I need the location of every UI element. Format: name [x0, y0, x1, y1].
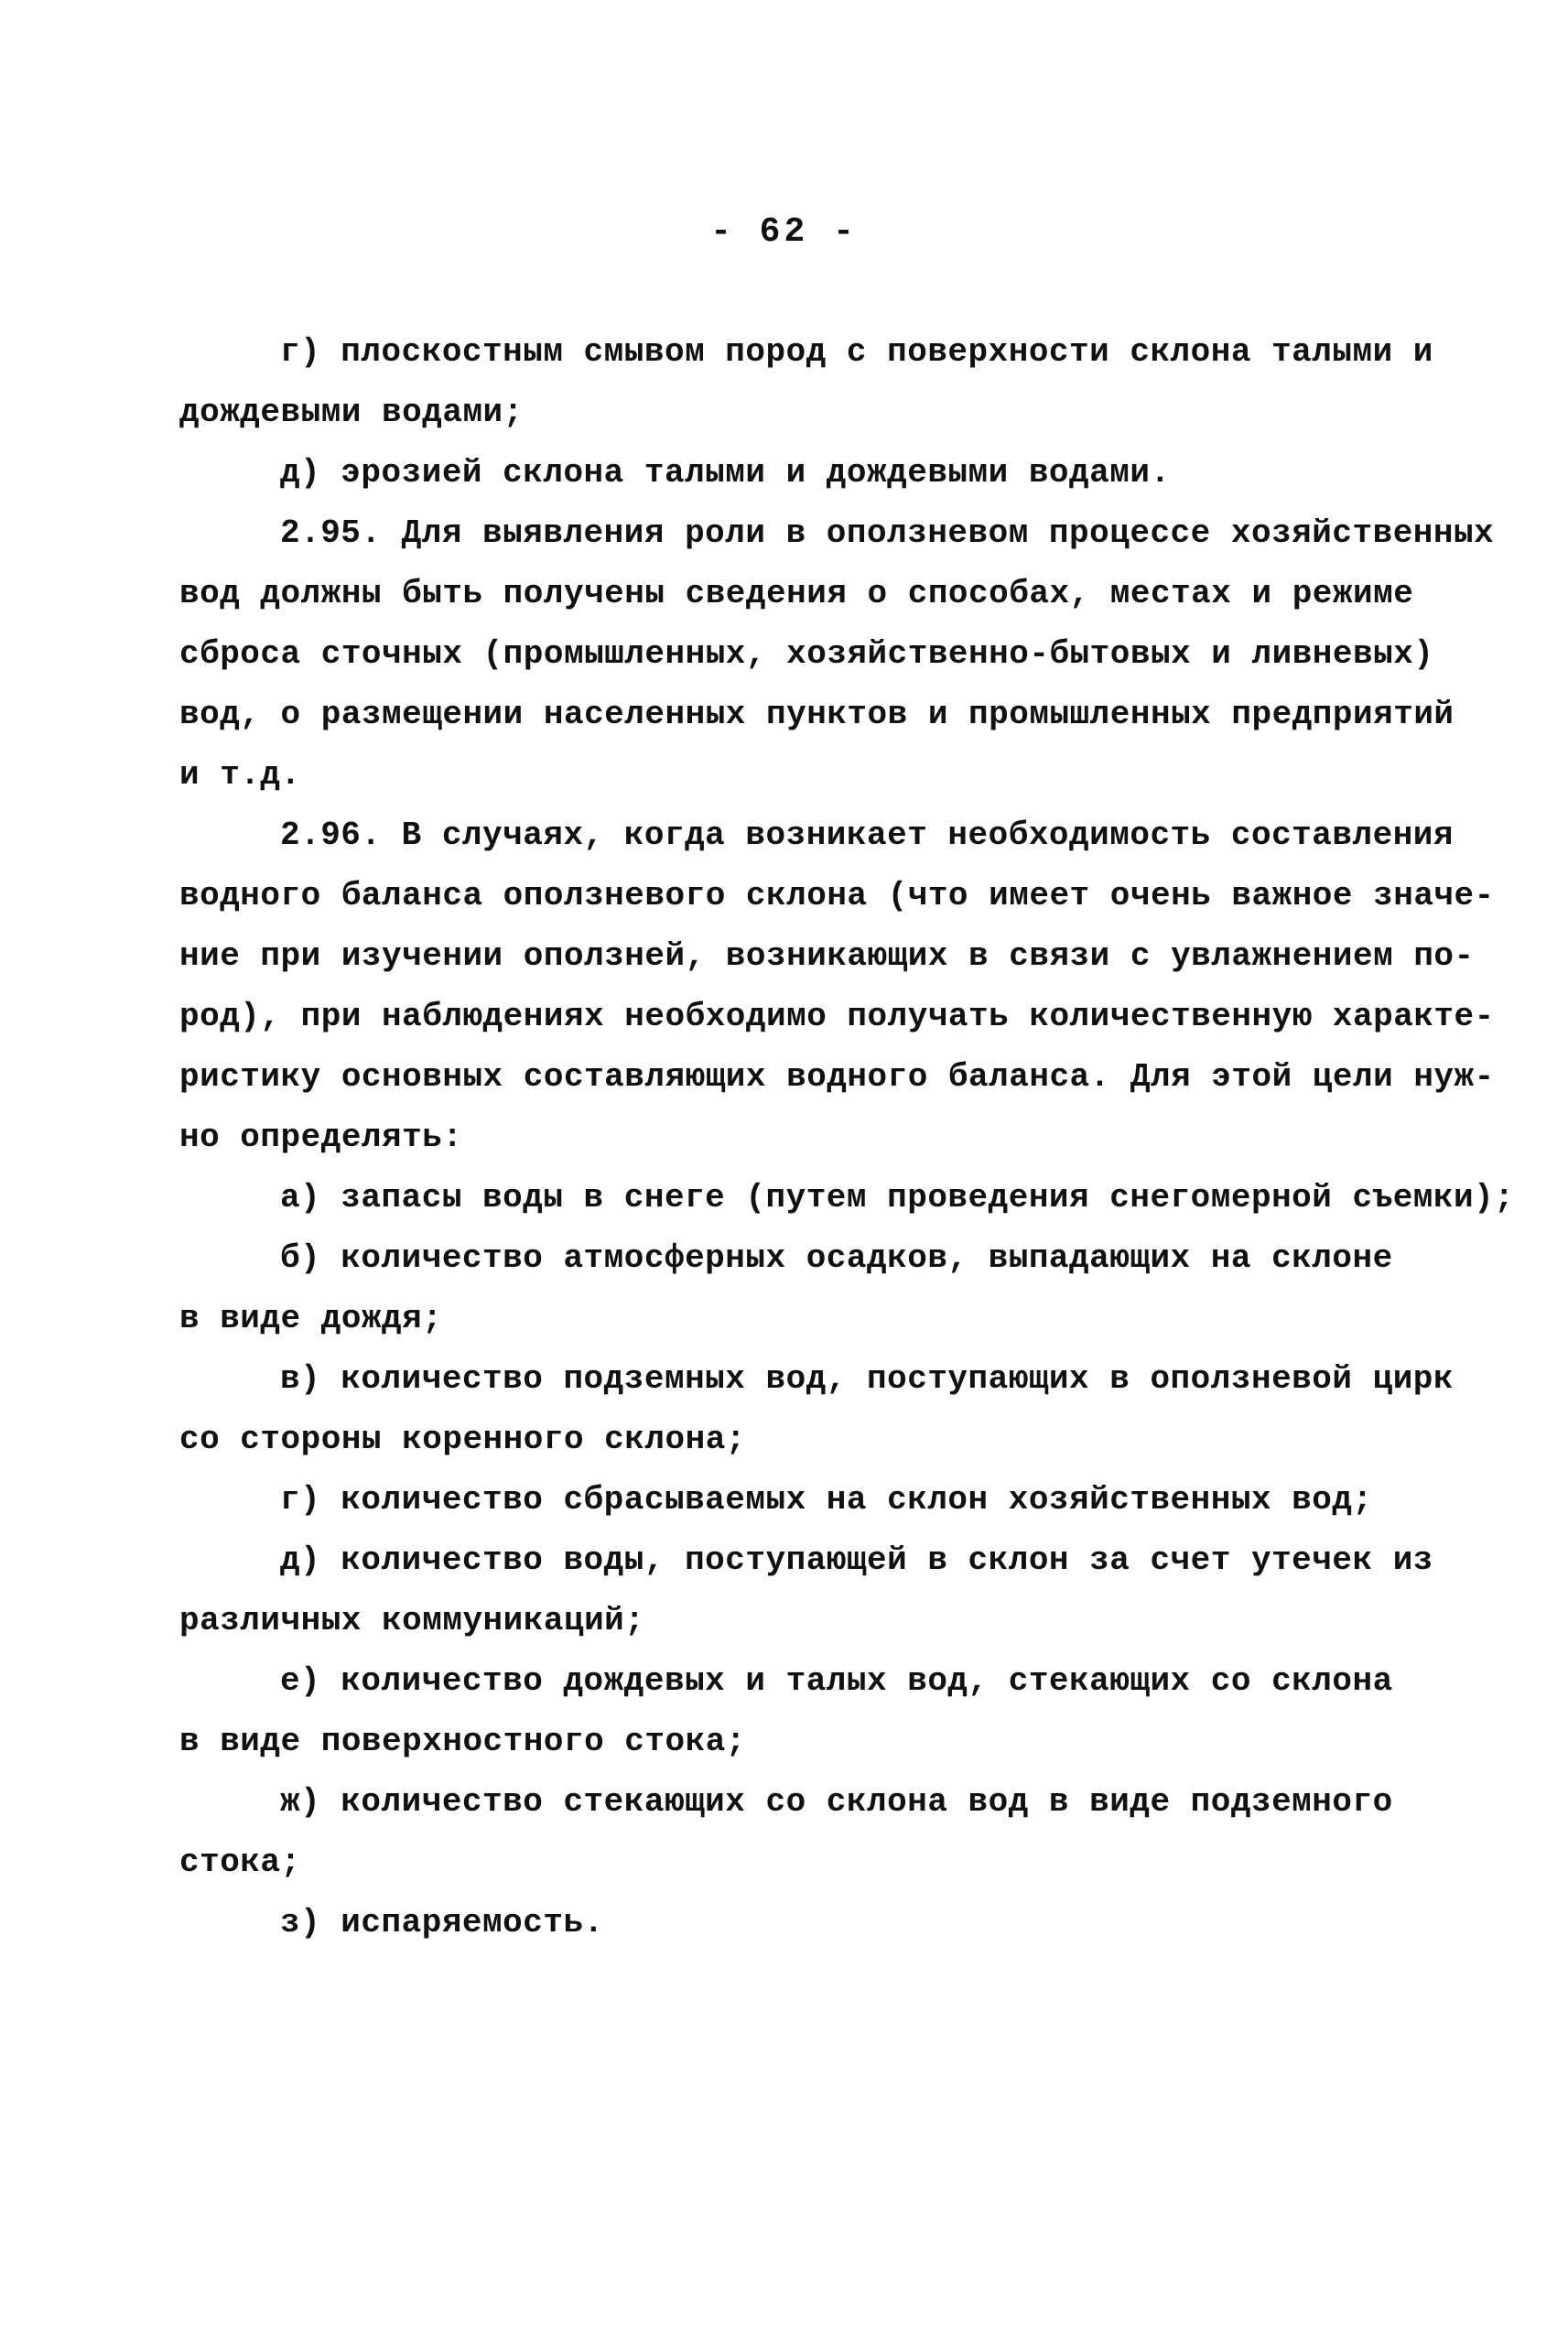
text-line: со стороны коренного склона; — [179, 1421, 746, 1458]
text-line: з) испаряемость. — [280, 1904, 604, 1941]
page-number: - 62 - — [710, 212, 858, 252]
text-line: д) эрозией склона талыми и дождевыми водами. — [280, 454, 1171, 492]
text-line: различных коммуникаций; — [179, 1602, 645, 1639]
text-line: ние при изучении оползней, возникающих в связи с увлажнением по- — [179, 937, 1475, 975]
text-line: ж) количество стекающих со склона вод в виде подземного — [280, 1783, 1393, 1821]
text-line: вод должны быть получены сведения о способах, местах и режиме — [179, 575, 1414, 612]
text-line: водного баланса оползневого склона (что имеет очень важное значе- — [179, 877, 1495, 914]
text-line: е) количество дождевых и талых вод, стекающих со склона — [280, 1662, 1393, 1700]
text-line: 2.95. Для выявления роли в оползневом процессе хозяйственных — [280, 514, 1495, 552]
text-line: ристику основных составляющих водного баланса. Для этой цели нуж- — [179, 1058, 1495, 1096]
text-line: в виде поверхностного стока; — [179, 1723, 746, 1760]
text-line: в виде дождя; — [179, 1300, 443, 1337]
text-line: стока; — [179, 1844, 301, 1881]
text-line: в) количество подземных вод, поступающих в оползневой цирк — [280, 1360, 1454, 1398]
body-text — [179, 322, 1515, 1953]
text-line: род), при наблюдениях необходимо получать количественную характе- — [179, 998, 1495, 1035]
text-line: дождевыми водами; — [179, 394, 524, 431]
text-line: а) запасы воды в снеге (путем проведения снегомерной съемки); — [280, 1179, 1515, 1217]
text-line: и т.д. — [179, 756, 301, 794]
text-line: г) количество сбрасываемых на склон хозяйственных вод; — [280, 1481, 1373, 1519]
text-line: б) количество атмосферных осадков, выпадающих на склоне — [280, 1239, 1393, 1277]
text-line: 2.96. В случаях, когда возникает необходимость составления — [280, 816, 1454, 854]
text-line: но определять: — [179, 1119, 463, 1156]
text-line: г) плоскостным смывом пород с поверхности склона талыми и — [280, 333, 1433, 371]
text-line: сброса сточных (промышленных, хозяйственно-бытовых и ливневых) — [179, 635, 1434, 673]
text-line: д) количество воды, поступающей в склон за счет утечек из — [280, 1541, 1433, 1579]
text-line: вод, о размещении населенных пунктов и промышленных предприятий — [179, 696, 1454, 733]
